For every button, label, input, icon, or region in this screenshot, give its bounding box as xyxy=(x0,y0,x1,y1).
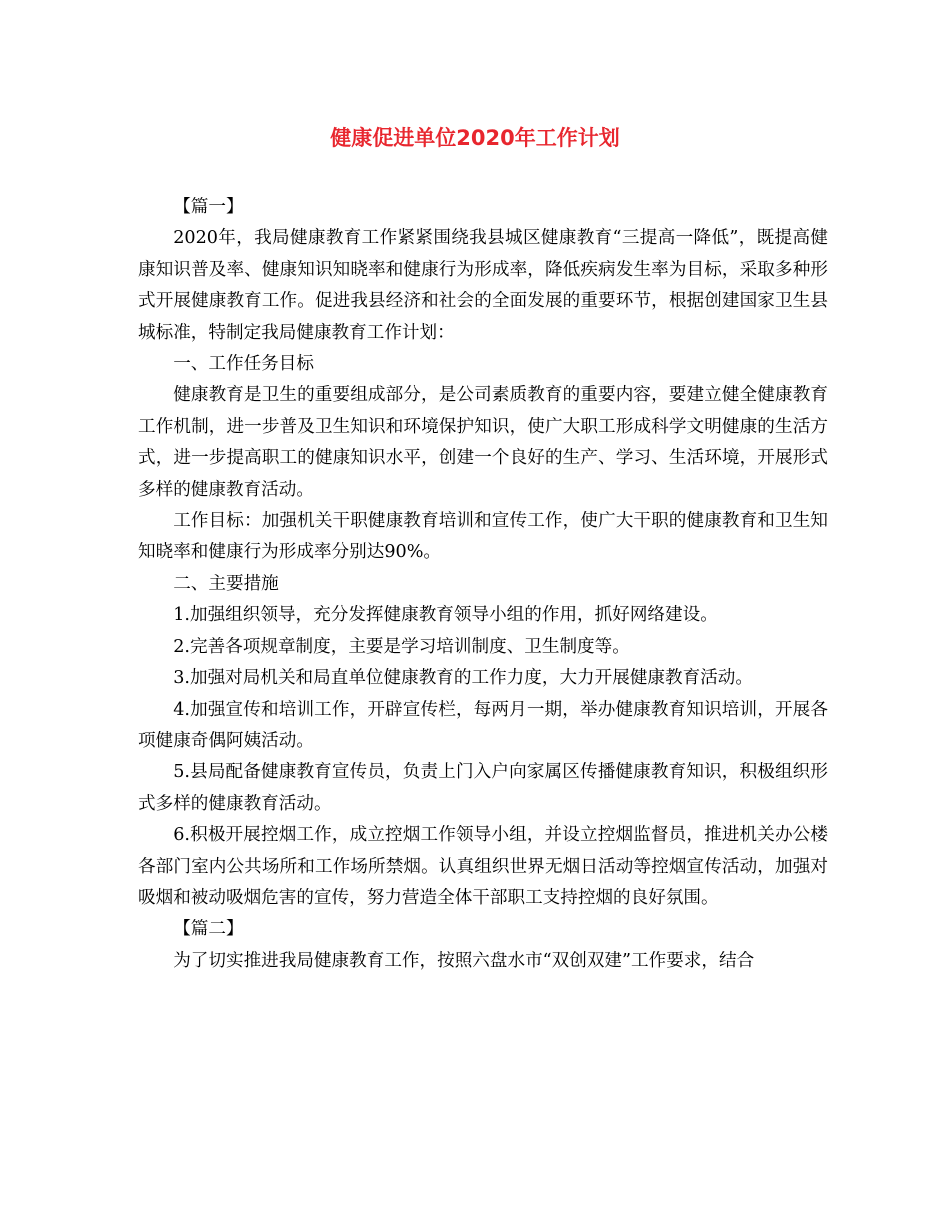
section-heading: 一、工作任务目标 xyxy=(173,354,314,375)
document-body xyxy=(138,192,828,977)
list-item: 5.县局配备健康教育宣传员，负责上门入户向家属区传播健康教育知识，积极组织形式多样的健康教育活动。 xyxy=(138,762,828,814)
section-marker-part-one: 【篇一】 xyxy=(173,197,244,217)
list-item: 3.加强对局机关和局直单位健康教育的工作力度，大力开展健康教育活动。 xyxy=(173,668,753,689)
list-item: 4.加强宣传和培训工作，开辟宣传栏，每两月一期，举办健康教育知识培训，开展各项健康奇偶阿姨活动。 xyxy=(138,699,828,751)
list-item: 2.完善各项规章制度，主要是学习培训制度、卫生制度等。 xyxy=(173,636,630,657)
body-paragraph: 工作目标：加强机关干职健康教育培训和宣传工作，使广大干职的健康教育和卫生知知晓率和健康行为形成率分别达90%。 xyxy=(138,511,828,563)
body-paragraph: 2020年，我局健康教育工作紧紧围绕我县城区健康教育“三提高一降低”，既提高健康知识普及率、健康知识知晓率和健康行为形成率，降低疾病发生率为目标，采取多种形式开展健康教育工作。促进我县经济和社会的全面发展的重要环节，根据创建国家卫生县城标准，特制定我局健康教育工作计划： xyxy=(138,228,828,343)
section-marker-part-two: 【篇二】 xyxy=(173,919,244,940)
body-paragraph: 为了切实推进我局健康教育工作，按照六盘水市“双创双建”工作要求，结合 xyxy=(173,950,755,971)
body-paragraph: 健康教育是卫生的重要组成部分，是公司素质教育的重要内容，要建立健全健康教育工作机制，进一步普及卫生知识和环境保护知识，使广大职工形成科学文明健康的生活方式，进一步提高职工的健康知识水平，创建一个良好的生产、学习、生活环境，开展形式多样的健康教育活动。 xyxy=(138,385,828,500)
list-item: 1.加强组织领导，充分发挥健康教育领导小组的作用，抓好网络建设。 xyxy=(173,605,718,626)
section-heading: 二、主要措施 xyxy=(173,573,279,594)
document-title: 健康促进单位2020年工作计划 xyxy=(330,126,620,150)
list-item: 6.积极开展控烟工作，成立控烟工作领导小组，并设立控烟监督员，推进机关办公楼各部门室内公共场所和工作场所禁烟。认真组织世界无烟日活动等控烟宣传活动，加强对吸烟和被动吸烟危害的宣传，努力营造全体干部职工支持控烟的良好氛围。 xyxy=(138,825,828,908)
